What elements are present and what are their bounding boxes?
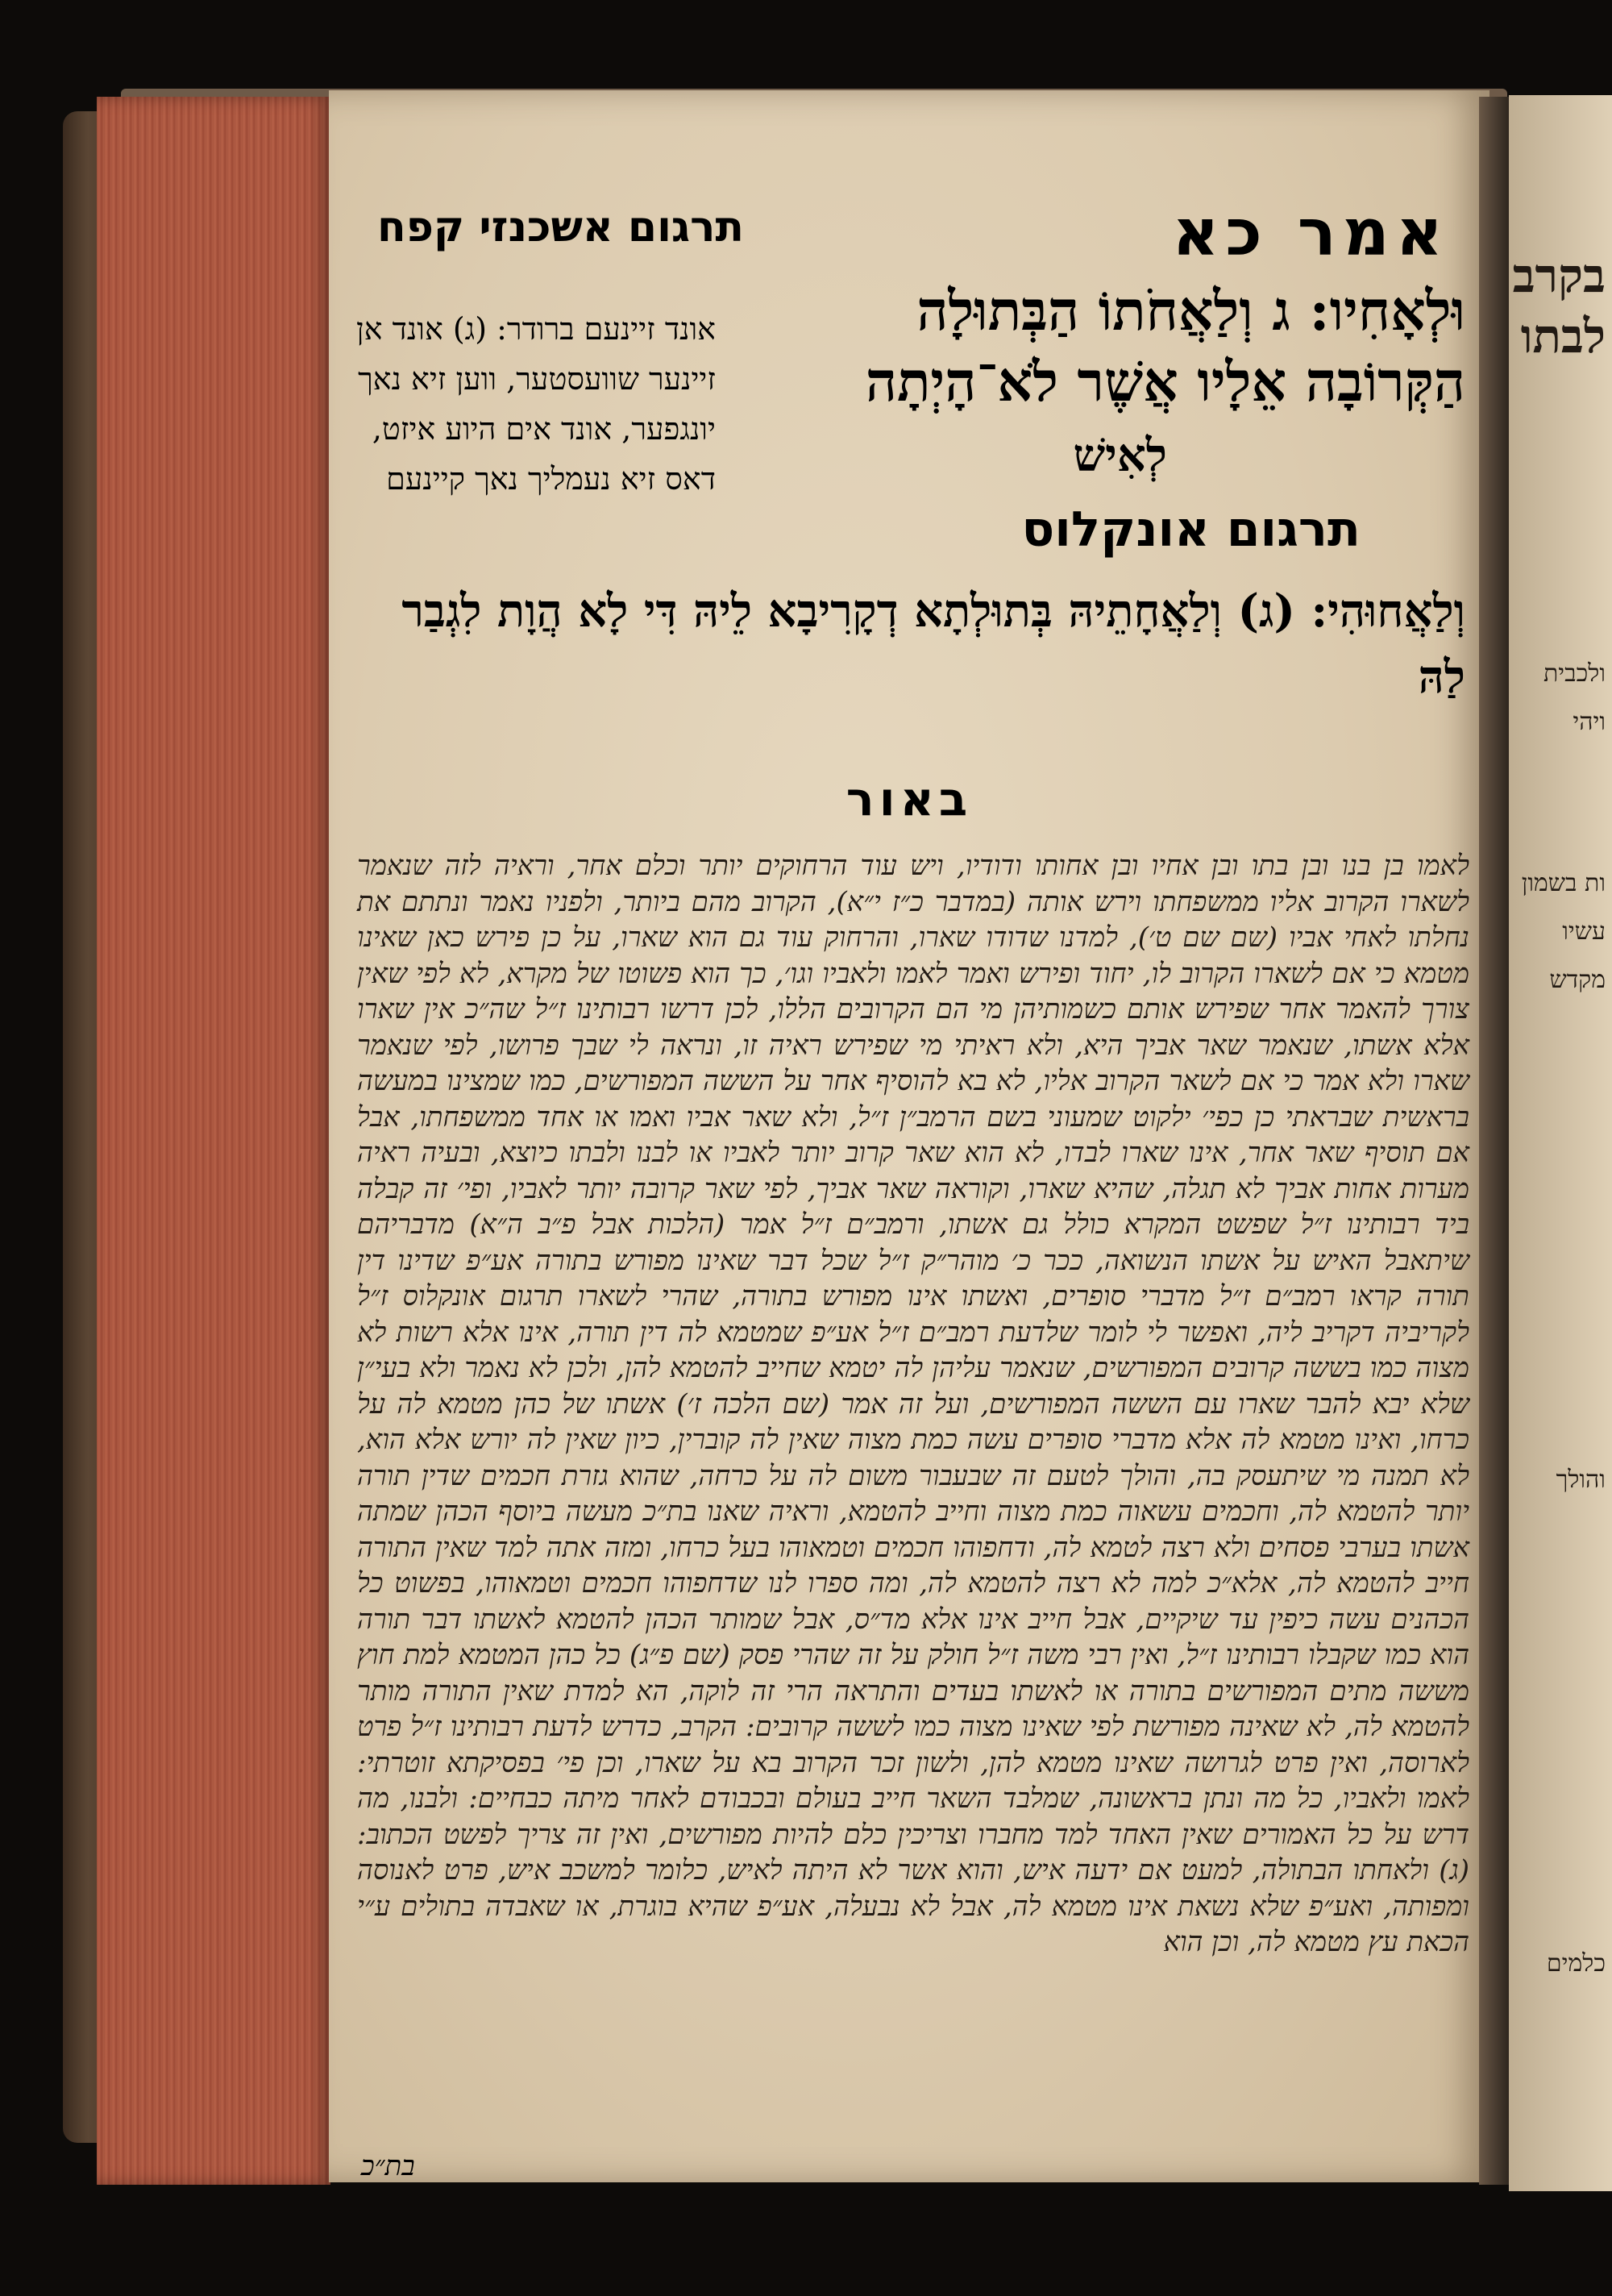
onkelos-text: וְלַאֲחוּהִי: (ג) וְלַאֲחָתֵיהּ בְּתוּלְתָא דְקָרִיבָא לֵיהּ דִּי לָא הֲוָת לִגְבַר לַהּ: [401, 584, 1465, 704]
onkelos-title: תרגום אונקלוס: [1021, 501, 1361, 558]
verse-tail: לְאִישׁ: [1073, 429, 1167, 482]
column-head: תרגום אשכנזי קפח: [377, 203, 744, 252]
facing-page-fragment: ויהי: [1573, 708, 1606, 736]
facing-page-fragment: עשיו: [1562, 917, 1606, 946]
facing-page-fragment: ולכבית: [1543, 659, 1606, 688]
verse-prefix: וּלְאָחִיו:: [1309, 279, 1465, 343]
facing-page-fragment: בקרב: [1512, 248, 1606, 303]
facing-page: [1509, 95, 1612, 2191]
running-head: אמר כא: [1172, 195, 1449, 270]
catchword: בת״כ: [361, 2150, 415, 2182]
biur-commentary: לאמו בן בנו ובן בתו ובן אחיו ובן אחותו ודודיו, ויש עוד הרחוקים יותר וכלם אחר, וראיה לזה שנאמר לשארו הקרוב אליו ממשפחתו וירש אותה (במדבר כ״ז י״א), הקרוב מהם ביותר, ולפניו נאמר ונתתם את נחלתו לאחי אביו (שם שם ט׳), למדנו שדודו שארו, והרחוק עוד גם הוא שארו, על כן פירש כאן שאינו מטמא כי אם לשארו הקרוב לו, יחוד ופירש ואמר לאמו ולאביו וגו׳, כך הוא פשוטו של מקרא, לא לפי שאין צורך להאמר אחר שפירש אותם כשמותיהן מי הם הקרובים הללו, לכן דרשו רבותינו ז״ל שה״כ אין שארו אלא אשתו, שנאמר שאר אביך היא, ולא ראיתי מי שפירש ראיה זו, ונראה לי שבך פרושו, לפי שנאמר שארו ולא אמר כי אם לשאר הקרוב אליו, לא בא להוסיף אחר על הששה המפורשים, כמו שמצינו במעשה בראשית שבראתי כן כפי׳ ילקוט שמעוני בשם הרמב״ן ז״ל, ולא שאר אביו ואמו או אחד ממשפחתו, אבל אם תוסיף שאר אחר, אינו שארו לבדו, לא הוא שאר קרוב יותר לאביו או לבנו ולבתו כיוצא, ובעיה ראיה מערות אחות אביך לא תגלה, שהיא שארו, וקוראה שאר אביך, לפי שאר קרובה יותר לאביו, ופי׳ זה קבלה ביד רבותינו ז״ל שפשט המקרא כולל גם אשתו, ורמב״ם ז״ל אמר (הלכות אבל פ״ב ה״א) מדבריהם שיתאבל האיש על אשתו הנשואה, ככר כ׳ מוהר״ק ז״ל שכל דבר שאינו מפורש בתורה אע״פ שדינו דין תורה קראו רמב״ם ז״ל מדברי סופרים, ואשתו אינו מפורש בתורה, שהרי לשארו תרגום אונקלוס ז״ל לקריביה דקריב ליה, ואפשר לי לומר שלדעת רמב״ם ז״ל אע״פ שמטמא לה דין תורה, אינו אלא רשות לא מצוה כמו בששה קרובים המפורשים, שנאמר עליהן לה יטמא שחייב להטמא להן, ולכן לא נאמר ולא בעי״ן שלא יבא להבר שארו עם הששה המפורשים, ועל זה אמר (שם הלכה ז׳) אשתו של כהן מטמא לה על כרחו, ואינו מטמא לה אלא מדברי סופרים עשה כמת מצוה שאין לה קוברין, כיון שאין לה יורש אלא הוא, לא תמנה מי שיתעסק בה, והולך לטעם זה שבעבור משום לה על כרחה, שהוא גזרת חכמים שדין תורה יותר להטמא לה, וחכמים עשאוה כמת מצוה וחייב להטמא, וראיה שאנו בת״כ מעשה ביוסף הכהן שמתה אשתו בערבי פסחים ולא רצה לטמא לה, ודחפוהו חכמים וטמאוהו בעל כרחו, ומזה אתה למד שאין התורה חייב להטמא לה, אלא״כ למה לא רצה להטמא לה, ומה ספרו לנו שדחפוהו חכמים וטמאוהו, בפשוט כל הכהנים עשה כיפין עד שיקיים, אבל חייב אינו אלא מד״ס, אבל שמותר הכהן להטמא לאשתו דבר תורה הוא כמו שקבלו רבותינו ז״ל, ואין רבי משה ז״ל חולק על זה שהרי פסק (שם פ״ג) כל כהן המטמא למת חוץ מששה מתים המפורשים בתורה או לאשתו בעדים והתראה הרי זה לוקה, הא למדת שאין התורה מותר להטמא לה, לא שאינה מפורשת לפי שאינו מצוה כמו לששה קרובים: הקרב, כדרש לדעת רבותינו ז״ל פרט לארוסה, ואין פרט לגרושה שאינו מטמא להן, ולשון זכר הקרוב בא על שארו, וכן פי׳ בפסיקתא זוטרתי: לאמו ולאביו, כל מה ונתן בראשונה, שמלבד השאר חייב בעולם ובכבודם לאחר מיתה כבחיים: ולבנו, מה דרש על כל האמורים שאין האחד למד מחברו וצריכין כלם להיות מפורשים, ואין זה צריך לפשט הכתוב: (ג) ולאחתו הבתולה, למעט אם ידעה איש, והוא אשר לא היתה לאיש, כלומר למשכב איש, פרט לאנוסה ומפותה, ואע״פ שלא נשאת אינו מטמא לה, אבל לא נבעלה, אע״פ שהיא בוגרת, או שאבדה בתולים ע״י הכאת עץ מטמא לה, וכן הוא: [357, 850, 1469, 1958]
torah-verse: [796, 276, 1465, 418]
page-block-edge: [97, 97, 330, 2185]
left-page: [329, 90, 1489, 2182]
facing-page-fragment: כלמים: [1546, 1949, 1606, 1978]
yiddish-translation: אונד זיינעם ברודר: (ג) אונד אן זיינער שוועסטער, ווען זיא נאך יונגפער, אונד אים היוע איזט, דאס זיא נעמליך נאך קיינעם: [356, 311, 716, 497]
verse-number: ג: [1272, 279, 1290, 343]
biur-title: באור: [845, 772, 973, 826]
verse-text: וְלַאֲחֹתוֹ הַבְּתוּלָה הַקְּרוֹבָה אֵלָיו אֲשֶׁר לֹא־הָיְתָה: [865, 279, 1465, 414]
facing-page-fragment: והולך: [1556, 1466, 1606, 1494]
facing-page-fragment: ות בשמון: [1521, 869, 1606, 897]
book-gutter: [1479, 97, 1511, 2185]
facing-page-fragment: מקדש: [1549, 966, 1606, 994]
page-header: [345, 187, 1457, 276]
facing-page-fragment: לבתו: [1520, 309, 1606, 364]
